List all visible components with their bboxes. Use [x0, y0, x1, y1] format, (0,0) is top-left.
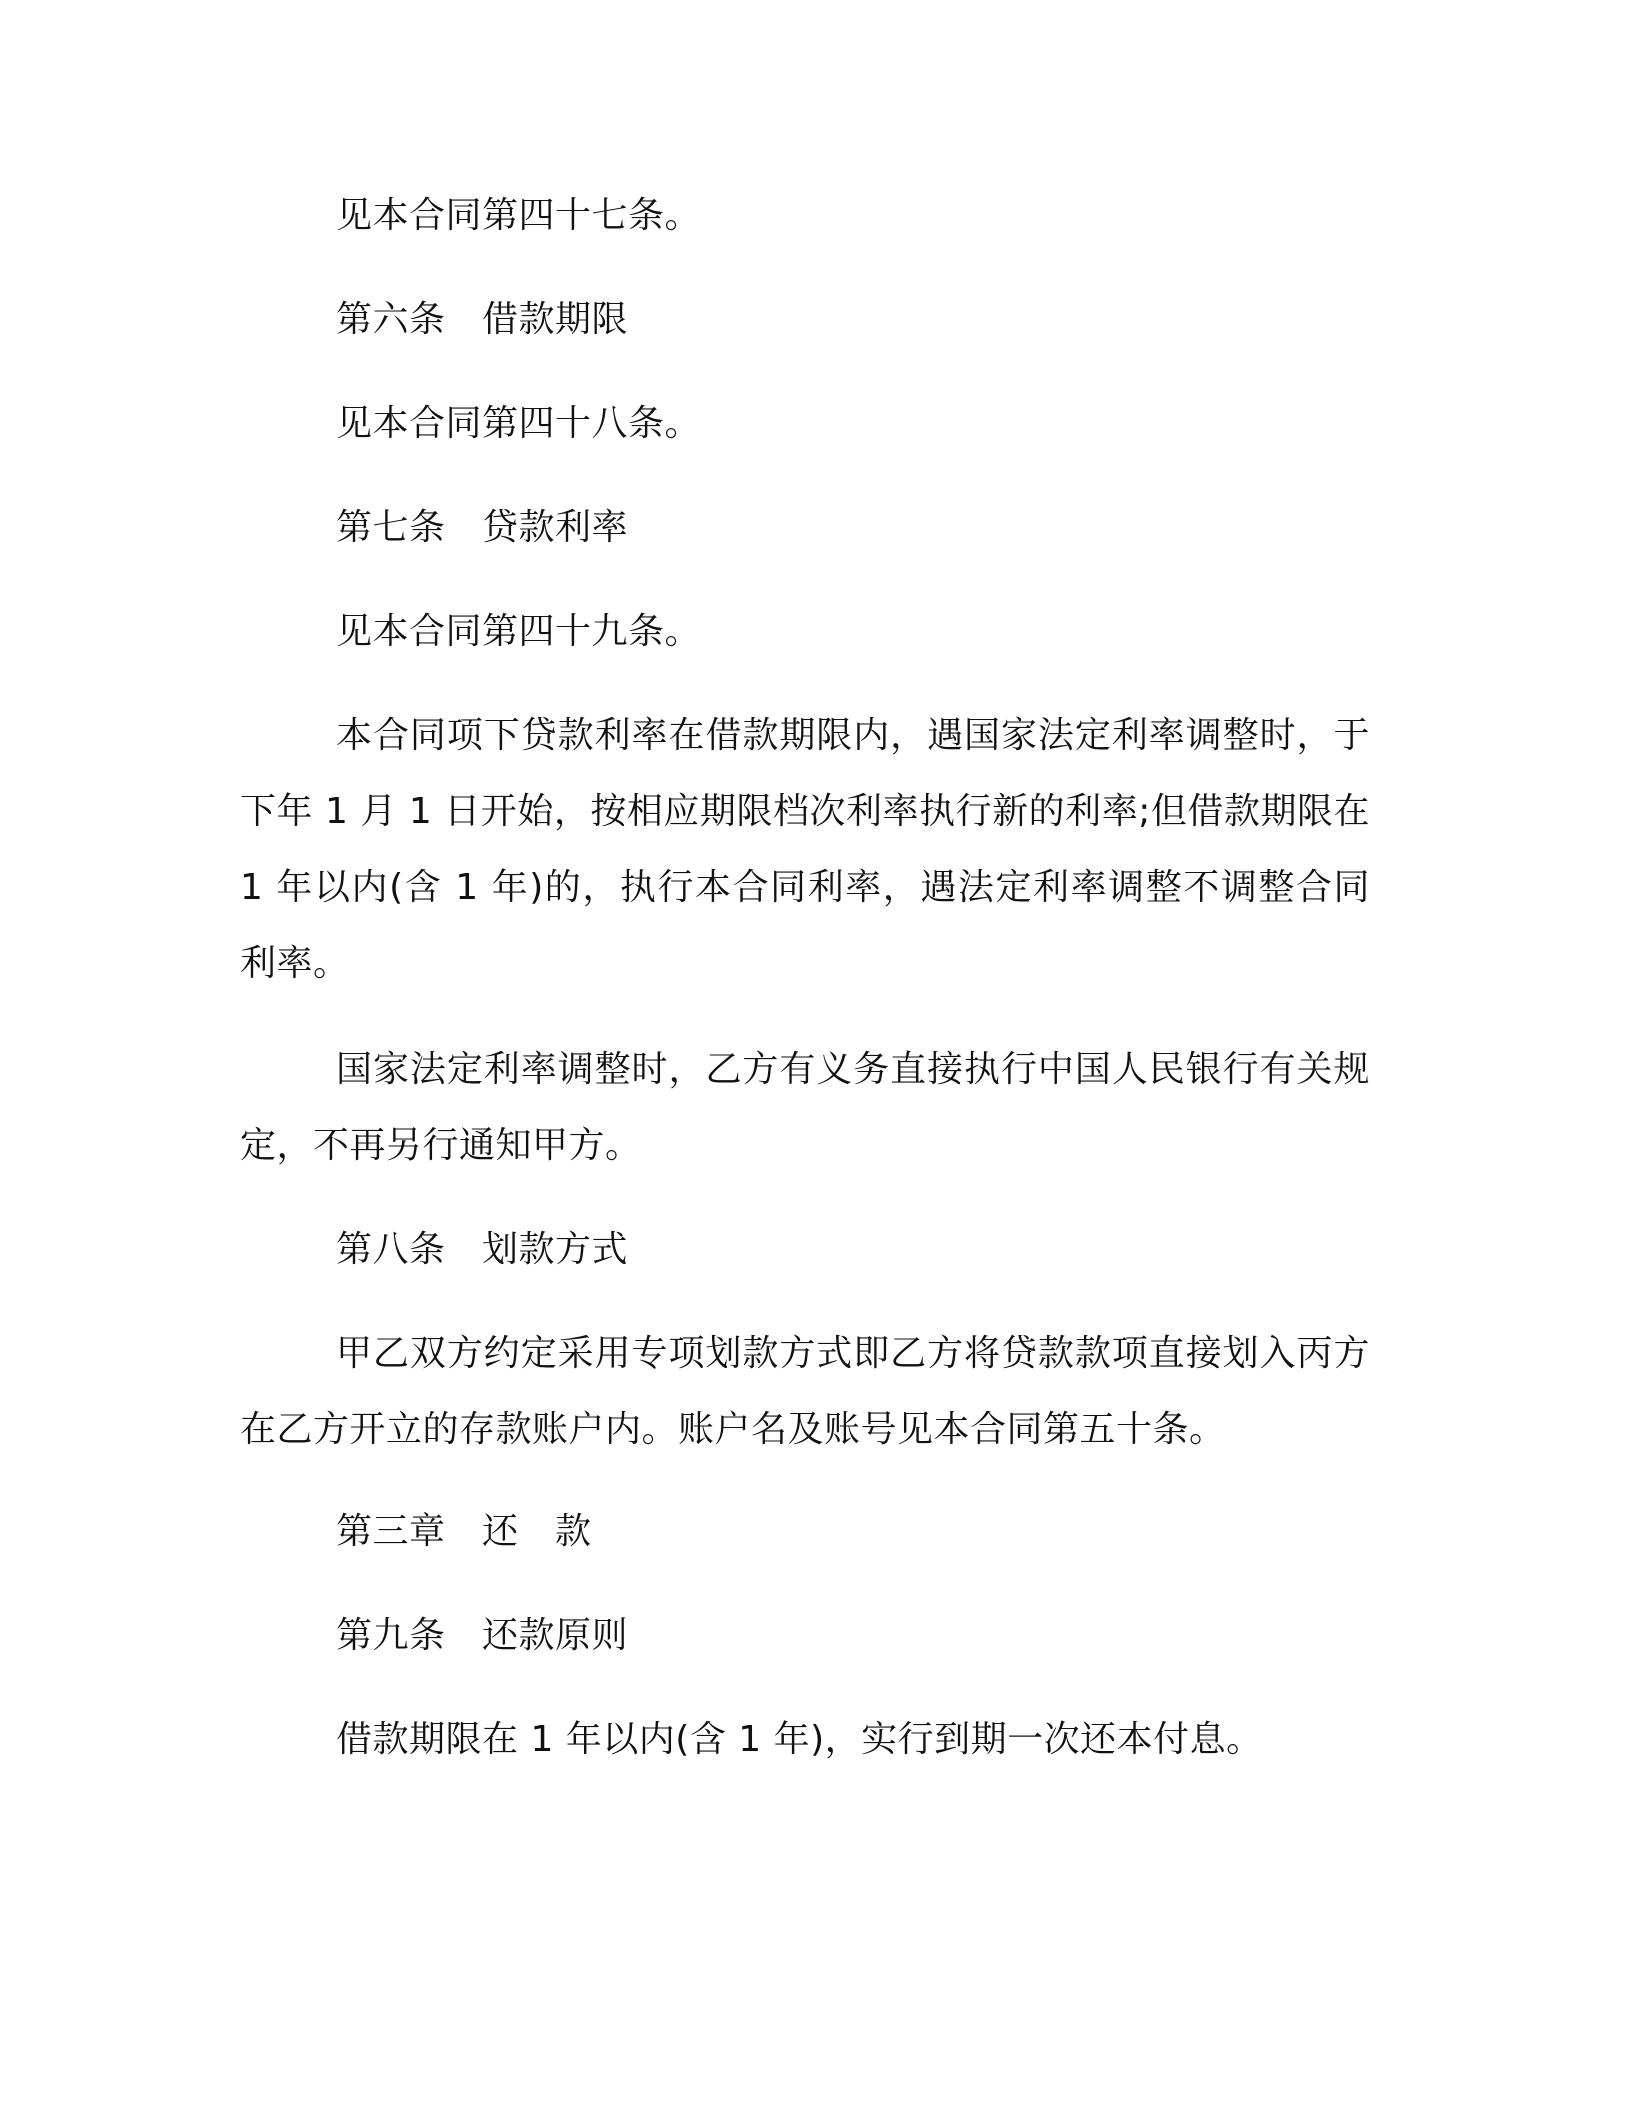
- article-7-heading: 第七条 贷款利率: [336, 507, 629, 548]
- chapter-3-heading: 第三章 还 款: [336, 1511, 592, 1552]
- article-9-heading: 第九条 还款原则: [336, 1615, 629, 1656]
- paragraph-interest-rate-adjustment: 本合同项下贷款利率在借款期限内，遇国家法定利率调整时，于下年 1 月 1 日开始，按相应期限档次利率执行新的利率;但借款期限在 1 年以内(含 1 年)的，执行本合同利率，遇法定利率调整不调整合同利率。: [240, 715, 1382, 984]
- paragraph-ref-48: 见本合同第四十八条。: [336, 403, 702, 444]
- paragraph-repayment-principle: 借款期限在 1 年以内(含 1 年)，实行到期一次还本付息。: [336, 1719, 1263, 1760]
- paragraph-ref-49: 见本合同第四十九条。: [336, 611, 702, 652]
- paragraph-transfer-method: 甲乙双方约定采用专项划款方式即乙方将贷款款项直接划入丙方在乙方开立的存款账户内。账户名及账号见本合同第五十条。: [240, 1333, 1370, 1450]
- article-6-heading: 第六条 借款期限: [336, 299, 629, 340]
- article-8-heading: 第八条 划款方式: [336, 1229, 629, 1270]
- paragraph-national-rate-notice: 国家法定利率调整时，乙方有义务直接执行中国人民银行有关规定，不再另行通知甲方。: [240, 1049, 1370, 1166]
- paragraph-ref-47: 见本合同第四十七条。: [336, 195, 702, 236]
